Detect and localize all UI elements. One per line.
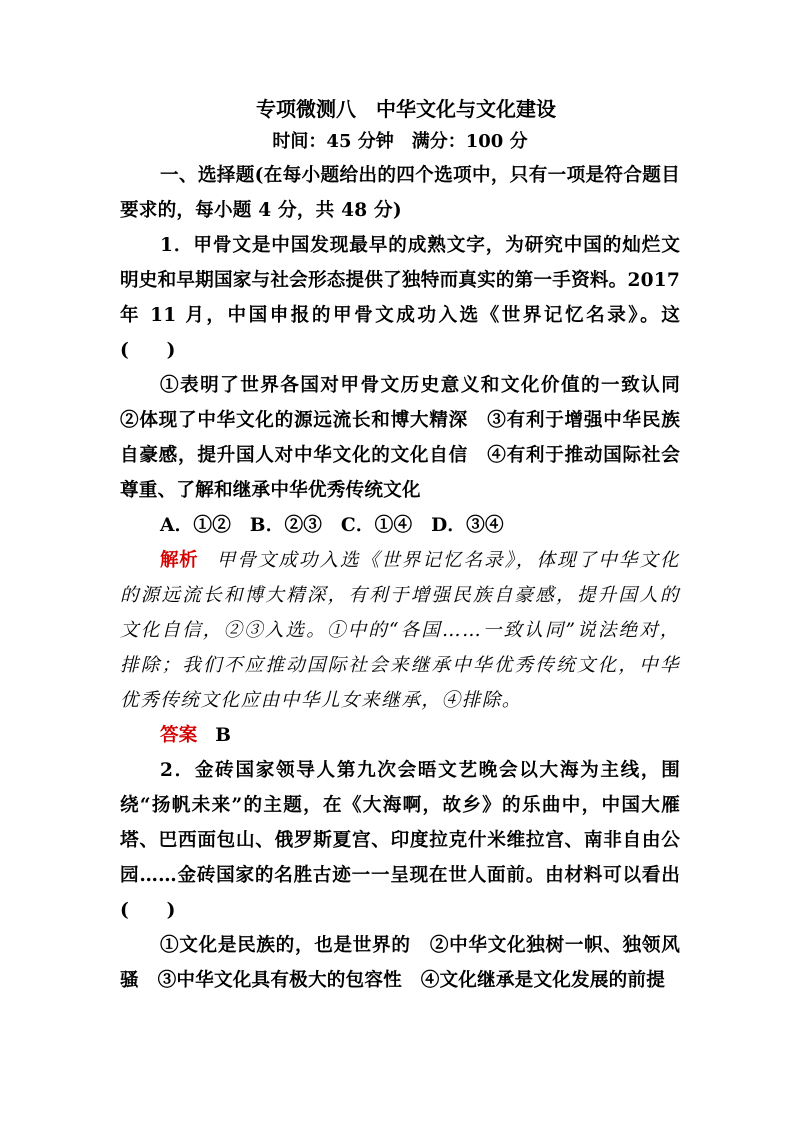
question-1-analysis [120, 543, 680, 718]
answer-value: B [215, 725, 232, 746]
analysis-label: 解析 [160, 550, 199, 571]
page-subtitle: 时间：45 分钟 满分：100 分 [272, 131, 528, 152]
document-page [120, 92, 699, 998]
section-heading: 一、选择题(在每小题给出的四个选项中，只有一项是符合题目要求的，每小题 4 分，共 48 分) [120, 165, 680, 221]
question-1-statements: ①表明了世界各国对甲骨文历史意义和文化价值的一致认同 ②体现了中华文化的源远流长和博大精深 ③有利于增强中华民族自豪感，提升国人对中华文化的文化自信 ④有利于推动国际社会尊重、了解和继承中华优秀传统文化 [120, 375, 699, 501]
question-2-stem: 2．金砖国家领导人第九次会晤文艺晚会以大海为主线，围绕“扬帆未来”的主题，在《大海啊，故乡》的乐曲中，中国大雁塔、巴西面包山、俄罗斯夏宫、印度拉克什米维拉宫、南非自由公园……金砖国家的名胜古迹一一呈现在世人面前。由材料可以看出( ) [120, 760, 680, 921]
question-1-options: A．①② B．②③ C．①④ D．③④ [160, 515, 504, 536]
question-1-answer [120, 718, 680, 753]
analysis-text: 甲骨文成功入选《世界记忆名录》，体现了中华文化的源远流长和博大精深，有利于增强民族自豪感，提升国人的文化自信，②③入选。①中的“各国……一致认同”说法绝对，排除；我们不应推动国际社会来继承中华优秀传统文化，中华优秀传统文化应由中华儿女来继承，④排除。 [120, 550, 680, 711]
question-2-statements: ①文化是民族的，也是世界的 ②中华文化独树一帜、独领风骚 ③中华文化具有极大的包容性 ④文化继承是文化发展的前提 [120, 935, 680, 991]
page-title: 专项微测八 中华文化与文化建设 [256, 97, 556, 121]
answer-label: 答案 [160, 725, 198, 746]
question-1-stem: 1．甲骨文是中国发现最早的成熟文字，为研究中国的灿烂文明史和早期国家与社会形态提供了独特而真实的第一手资料。2017 年 11 月，中国申报的甲骨文成功入选《世界记忆名录》。这 ( ) [120, 235, 680, 361]
